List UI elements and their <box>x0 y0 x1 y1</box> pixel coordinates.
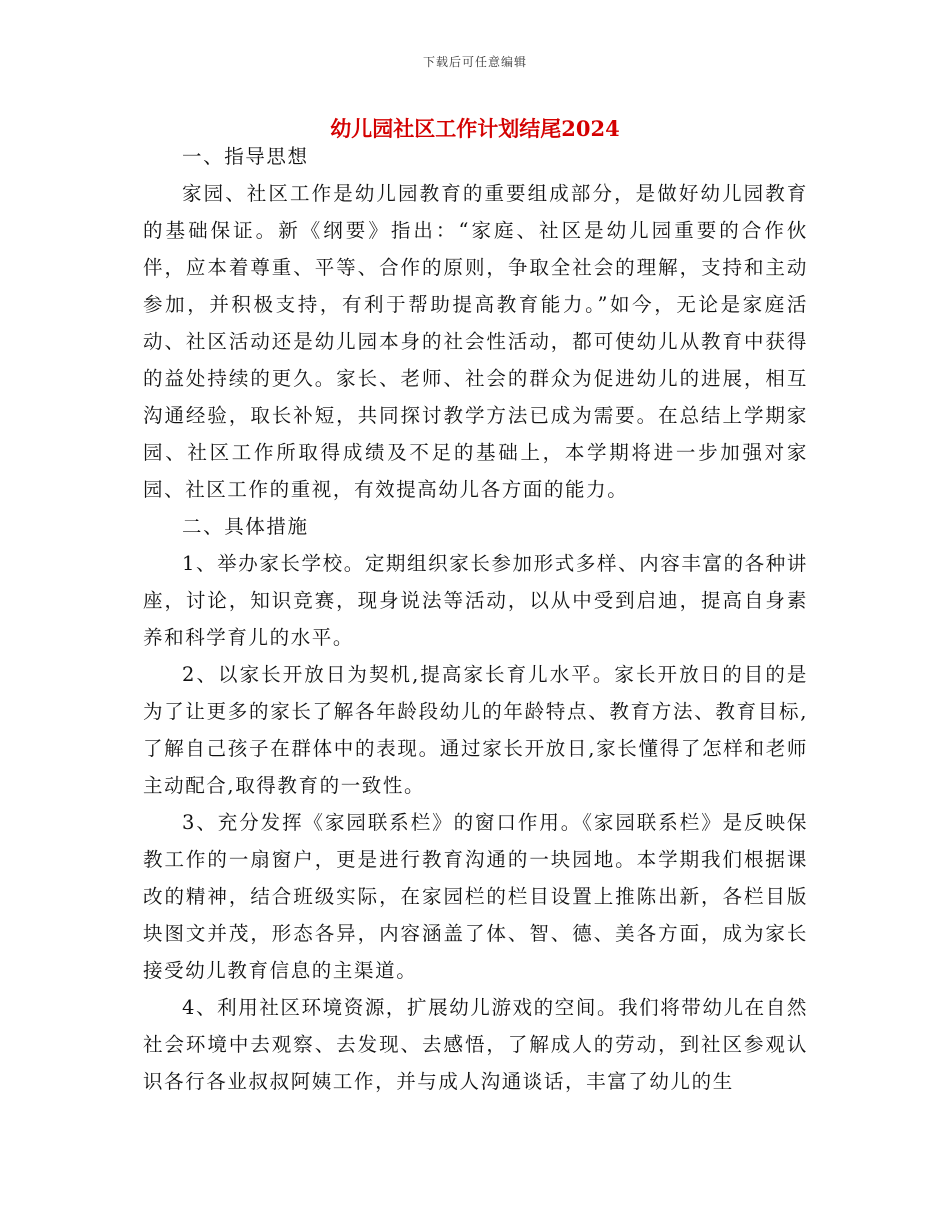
document-title: 幼儿园社区工作计划结尾2024 <box>330 116 620 141</box>
section-heading-specific-measures: 二、具体措施 <box>182 515 309 538</box>
paragraph-measure-1: 1、举办家长学校。定期组织家长参加形式多样、内容丰富的各种讲座，讨论，知识竞赛，现身说法等活动，以从中受到启迪，提高自身素养和科学育儿的水平。 <box>143 552 808 649</box>
section-heading-guiding-ideology: 一、指导思想 <box>182 145 309 168</box>
paragraph-measure-3: 3、充分发挥《家园联系栏》的窗口作用。《家园联系栏》是反映保教工作的一扇窗户，更是进行教育沟通的一块园地。本学期我们根据课改的精神，结合班级实际，在家园栏的栏目设置上推陈出新，各栏目版块图文并茂，形态各异，内容涵盖了体、智、德、美各方面，成为家长接受幼儿教育信息的主渠道。 <box>143 811 808 982</box>
document-body <box>143 138 808 1100</box>
header-note: 下载后可任意编辑 <box>422 55 527 69</box>
paragraph-measure-4: 4、利用社区环境资源，扩展幼儿游戏的空间。我们将带幼儿在自然社会环境中去观察、去发现、去感悟，了解成人的劳动，到社区参观认识各行各业叔叔阿姨工作，并与成人沟通谈话，丰富了幼儿的生 <box>143 996 808 1093</box>
paragraph-measure-2: 2、以家长开放日为契机,提高家长育儿水平。家长开放日的目的是为了让更多的家长了解各年龄段幼儿的年龄特点、教育方法、教育目标,了解自己孩子在群体中的表现。通过家长开放日,家长懂得了怎样和老师主动配合,取得教育的一致性。 <box>143 663 808 797</box>
paragraph-guiding-ideology: 家园、社区工作是幼儿园教育的重要组成部分，是做好幼儿园教育的基础保证。新《纲要》指出：“家庭、社区是幼儿园重要的合作伙伴，应本着尊重、平等、合作的原则，争取全社会的理解，支持和主动参加，并积极支持，有利于帮助提高教育能力。”如今，无论是家庭活动、社区活动还是幼儿园本身的社会性活动，都可使幼儿从教育中获得的益处持续的更久。家长、老师、社会的群众为促进幼儿的进展，相互沟通经验，取长补短，共同探讨教学方法已成为需要。在总结上学期家园、社区工作所取得成绩及不足的基础上，本学期将进一步加强对家园、社区工作的重视，有效提高幼儿各方面的能力。 <box>143 182 808 501</box>
